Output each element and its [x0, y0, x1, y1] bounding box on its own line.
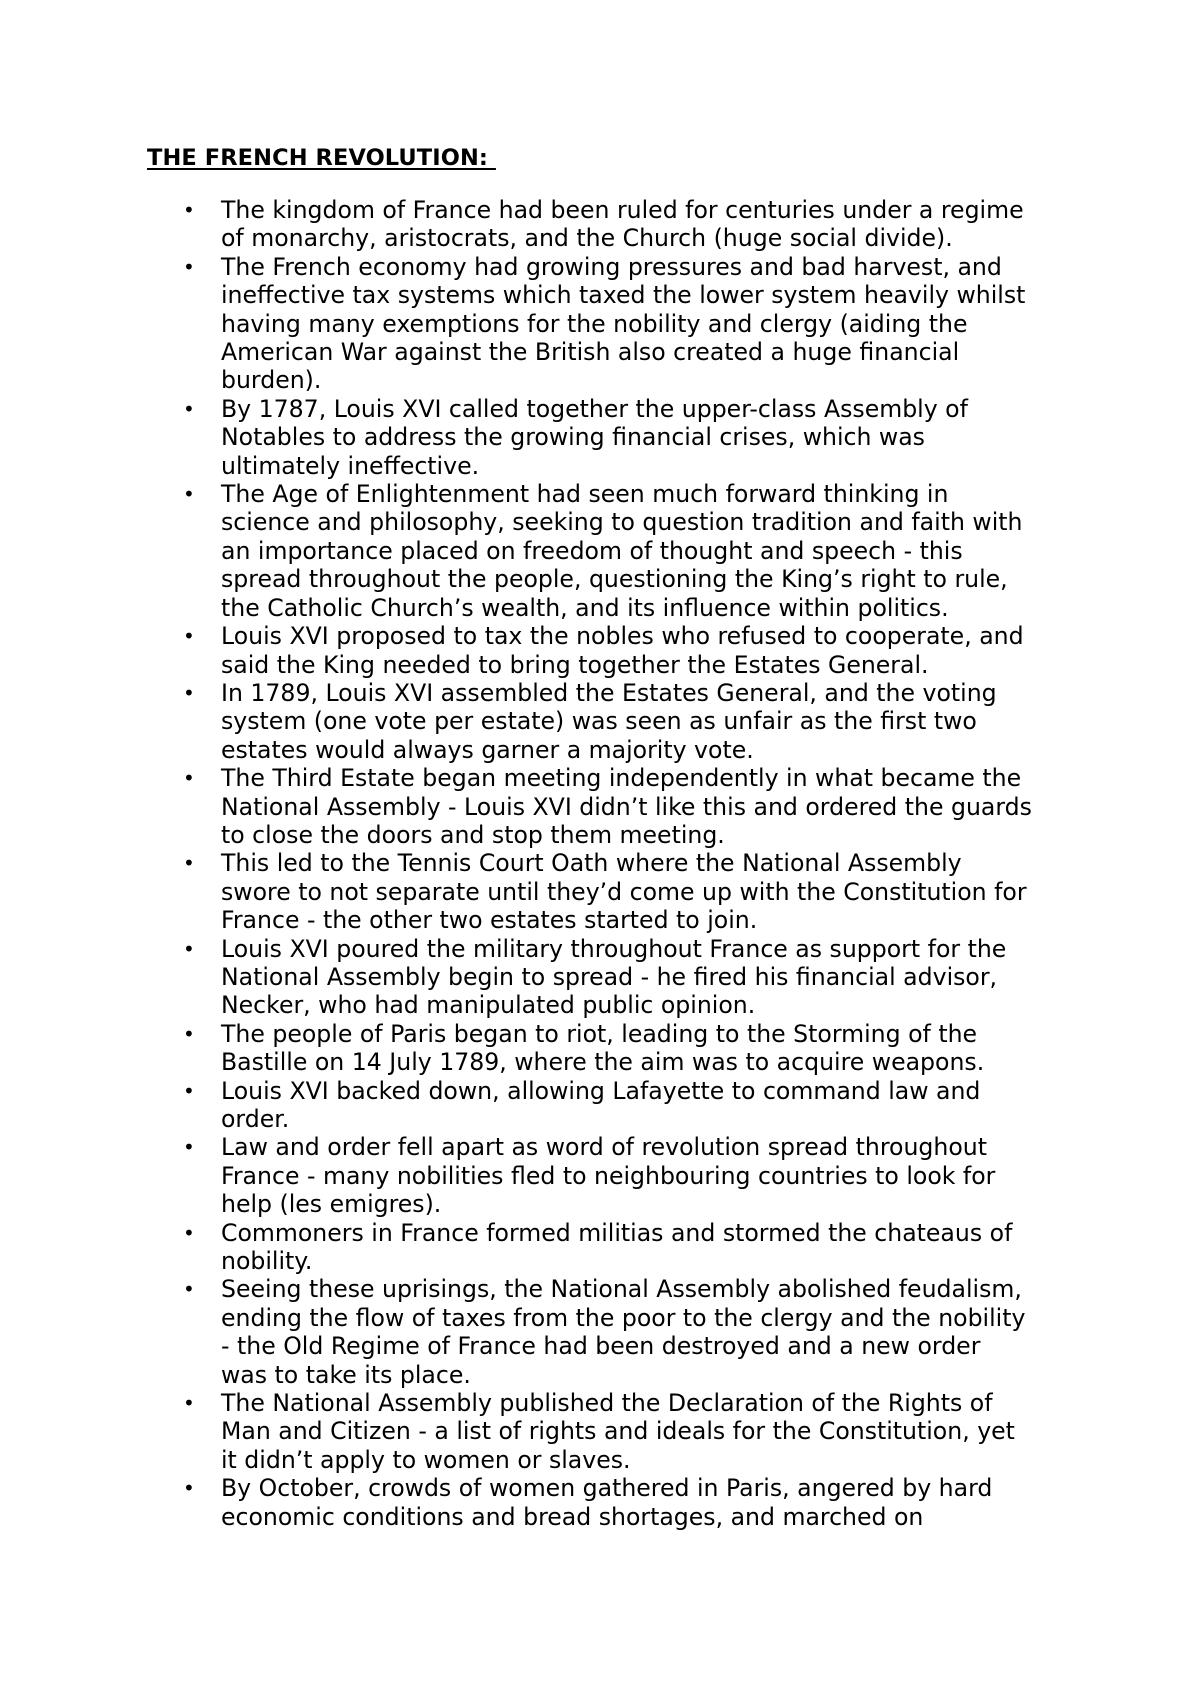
- text-line: ineffective tax systems which taxed the lower system heavily whilst: [221, 281, 1026, 310]
- text-line: National Assembly - Louis XVI didn’t like this and ordered the guards: [221, 792, 1032, 821]
- bullet-text: [221, 1389, 1081, 1474]
- text-line: science and philosophy, seeking to question tradition and faith with: [221, 508, 1023, 537]
- bullet-text: [221, 480, 1081, 622]
- bullet-icon: •: [183, 1476, 195, 1501]
- bullet-icon: •: [183, 851, 195, 876]
- text-line: Commoners in France formed militias and stormed the chateaus of: [221, 1218, 1013, 1247]
- text-line: The people of Paris began to riot, leading to the Storming of the: [221, 1019, 978, 1048]
- list-item: [0, 1219, 1081, 1276]
- list-item: [0, 196, 1081, 253]
- text-line: estates would always garner a majority vote.: [221, 735, 754, 764]
- text-line: it didn’t apply to women or slaves.: [221, 1445, 631, 1474]
- bullet-icon: •: [183, 680, 195, 705]
- bullet-icon: •: [183, 254, 195, 279]
- bullet-text: [221, 1133, 1081, 1218]
- bullet-text: [221, 1077, 1081, 1134]
- text-line: The French economy had growing pressures and bad harvest, and: [221, 252, 1002, 281]
- bullet-text: [221, 935, 1081, 1020]
- text-line: help (les emigres).: [221, 1190, 442, 1219]
- text-line: By 1787, Louis XVI called together the upper-class Assembly of: [221, 394, 968, 423]
- bullet-text: [221, 253, 1081, 395]
- text-line: order.: [221, 1105, 290, 1133]
- bullet-icon: •: [183, 482, 195, 507]
- text-line: This led to the Tennis Court Oath where the National Assembly: [221, 849, 962, 878]
- bullet-text: [221, 1275, 1081, 1389]
- bullet-icon: •: [183, 766, 195, 791]
- bullet-icon: •: [183, 1391, 195, 1416]
- bullet-text: [221, 849, 1081, 934]
- document-title: THE FRENCH REVOLUTION:: [147, 145, 496, 171]
- text-line: Louis XVI backed down, allowing Lafayette to command law and: [221, 1076, 981, 1105]
- text-line: By October, crowds of women gathered in Paris, angered by hard: [221, 1474, 993, 1503]
- bullet-icon: •: [183, 396, 195, 421]
- bullet-icon: •: [183, 198, 195, 222]
- list-item: [0, 679, 1081, 764]
- text-line: American War against the British also created a huge financial: [221, 338, 960, 367]
- text-line: Notables to address the growing financial crises, which was: [221, 423, 925, 452]
- bullet-icon: •: [183, 1277, 195, 1302]
- text-line: an importance placed on freedom of thought and speech - this: [221, 536, 963, 565]
- list-item: [0, 480, 1081, 622]
- bullet-icon: •: [183, 1078, 195, 1103]
- text-line: of monarchy, aristocrats, and the Church (huge social divide).: [221, 224, 953, 253]
- text-line: Bastille on 14 July 1789, where the aim was to acquire weapons.: [221, 1048, 985, 1077]
- list-item: [0, 395, 1081, 480]
- list-item: [0, 1389, 1081, 1474]
- list-item: [0, 1275, 1081, 1389]
- text-line: swore to not separate until they’d come up with the Constitution for: [221, 877, 1027, 906]
- text-line: Man and Citizen - a list of rights and ideals for the Constitution, yet: [221, 1417, 1015, 1446]
- text-line: burden).: [221, 366, 322, 395]
- text-line: Louis XVI poured the military throughout France as support for the: [221, 934, 1007, 963]
- list-item: [0, 849, 1081, 934]
- list-item: [0, 1077, 1081, 1134]
- text-line: the Catholic Church’s wealth, and its influence within politics.: [221, 593, 949, 622]
- text-line: economic conditions and bread shortages, and marched on: [221, 1502, 924, 1531]
- text-line: system (one vote per estate) was seen as unfair as the first two: [221, 707, 977, 736]
- text-line: ultimately ineffective.: [221, 451, 480, 480]
- bullet-icon: •: [183, 1220, 195, 1245]
- text-line: Necker, who had manipulated public opinion.: [221, 991, 756, 1020]
- bullet-text: [221, 764, 1081, 849]
- list-item: [0, 935, 1081, 1020]
- bullet-text: [221, 395, 1081, 480]
- list-item: [0, 622, 1081, 679]
- bullet-text: [221, 1219, 1081, 1276]
- text-line: France - the other two estates started to join.: [221, 906, 758, 935]
- list-item: [0, 1474, 1081, 1531]
- text-line: spread throughout the people, questioning the King’s right to rule,: [221, 565, 1008, 594]
- text-line: Louis XVI proposed to tax the nobles who refused to cooperate, and: [221, 622, 1024, 651]
- text-line: The Third Estate began meeting independently in what became the: [221, 764, 1022, 793]
- text-line: The kingdom of France had been ruled for centuries under a regime: [221, 196, 1024, 224]
- bullet-text: [221, 196, 1081, 253]
- list-item: [0, 253, 1081, 395]
- bullet-icon: •: [183, 1135, 195, 1160]
- bullet-icon: •: [183, 936, 195, 961]
- bullet-text: [221, 1020, 1081, 1077]
- text-line: ending the flow of taxes from the poor to the clergy and the nobility: [221, 1303, 1026, 1332]
- text-line: Law and order fell apart as word of revolution spread throughout: [221, 1133, 988, 1162]
- bullet-list: [0, 196, 1081, 1531]
- text-line: The National Assembly published the Declaration of the Rights of: [221, 1389, 993, 1418]
- text-line: was to take its place.: [221, 1360, 471, 1389]
- text-line: In 1789, Louis XVI assembled the Estates General, and the voting: [221, 678, 997, 707]
- text-line: having many exemptions for the nobility and clergy (aiding the: [221, 309, 968, 338]
- list-item: [0, 1133, 1081, 1218]
- text-line: said the King needed to bring together the Estates General.: [221, 650, 929, 679]
- text-line: Seeing these uprisings, the National Assembly abolished feudalism,: [221, 1275, 1022, 1304]
- text-line: National Assembly begin to spread - he fired his financial advisor,: [221, 962, 998, 991]
- list-item: [0, 764, 1081, 849]
- bullet-text: [221, 679, 1081, 764]
- list-item: [0, 1020, 1081, 1077]
- bullet-text: [221, 622, 1081, 679]
- text-line: - the Old Regime of France had been destroyed and a new order: [221, 1332, 981, 1361]
- text-line: France - many nobilities fled to neighbouring countries to look for: [221, 1161, 996, 1190]
- bullet-icon: •: [183, 1021, 195, 1046]
- text-line: nobility.: [221, 1247, 313, 1276]
- bullet-icon: •: [183, 624, 195, 649]
- text-line: The Age of Enlightenment had seen much forward thinking in: [221, 480, 949, 509]
- bullet-text: [221, 1474, 1081, 1531]
- text-line: to close the doors and stop them meeting.: [221, 820, 725, 849]
